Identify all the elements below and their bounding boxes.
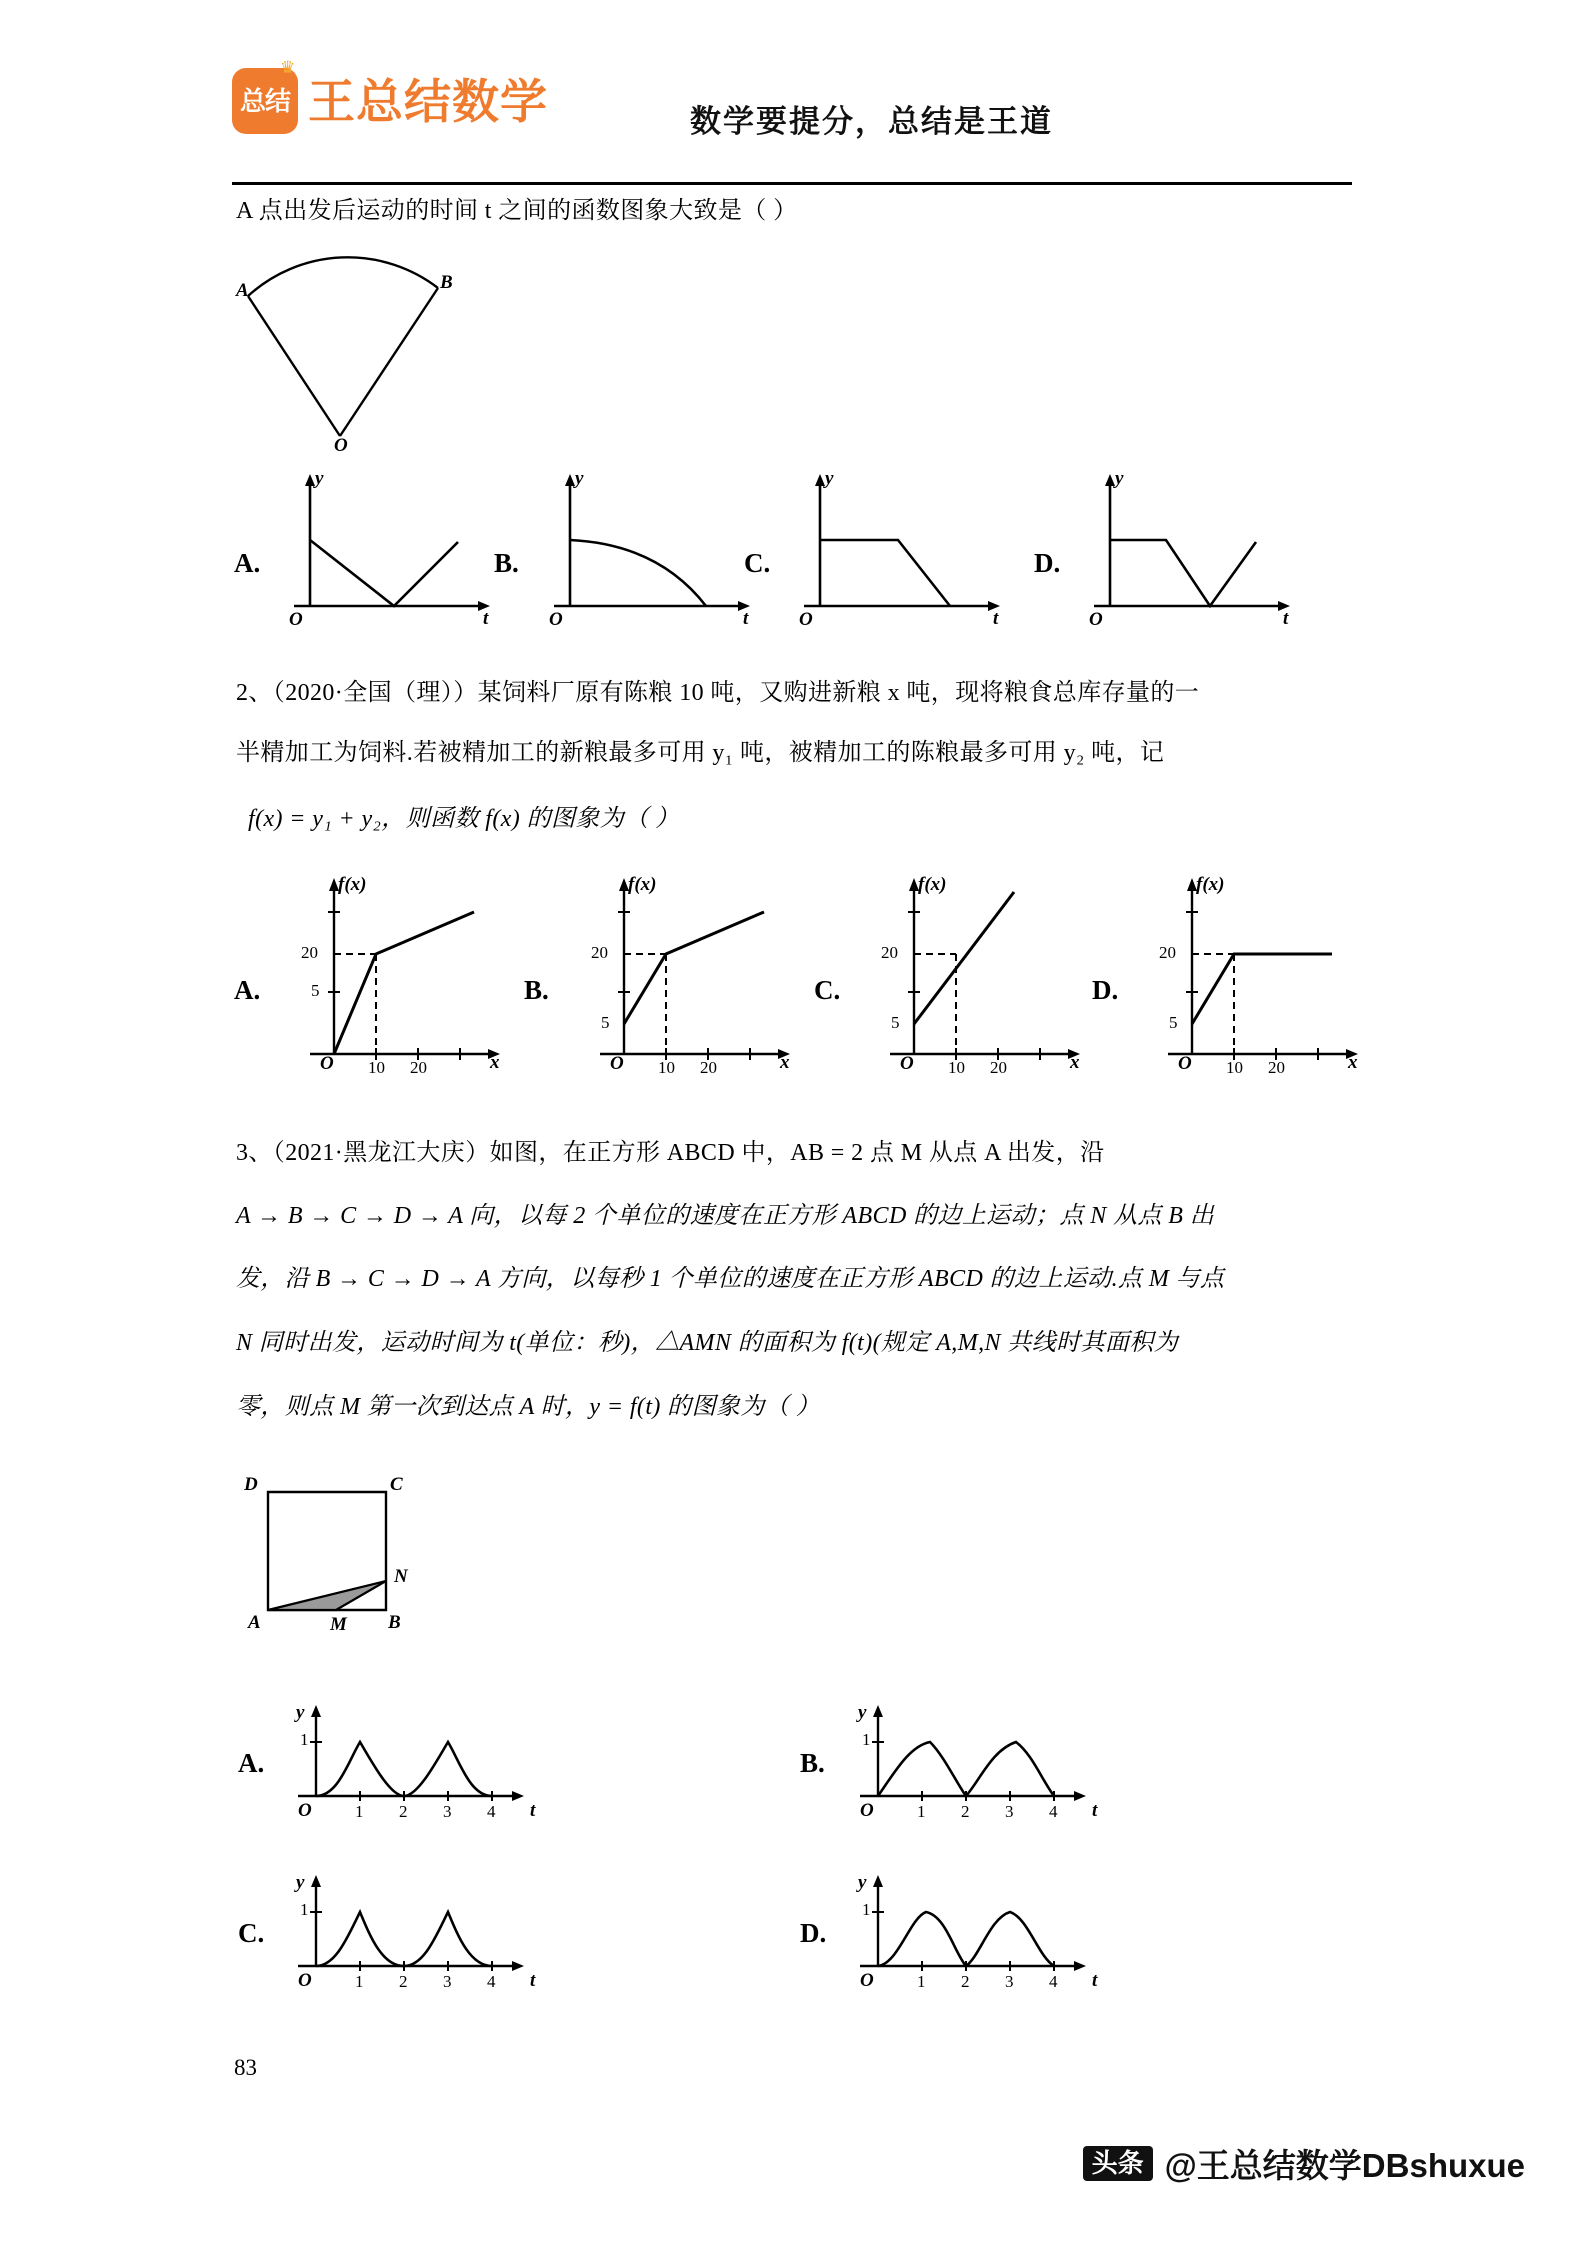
q3-option-a-xtick-4: 4 xyxy=(487,1802,496,1821)
q1-option-c-letter[interactable]: C. xyxy=(744,548,771,578)
q2-option-d-xtick-10: 10 xyxy=(1226,1058,1243,1077)
q3-stem-line-3: 发，沿 B → C → D → A 方向，以每秒 1 个单位的速度在正方形 ABCD 的边上运动.点 M 与点 xyxy=(236,1266,1225,1292)
q2-option-a-xtick-20: 20 xyxy=(410,1058,427,1077)
page-header xyxy=(0,58,1587,178)
q2-stem-line-2: 半精加工为饲料.若被精加工的新粮最多可用 y₁ 吨，被精加工的陈粮最多可用 y₂ 吨，记 xyxy=(236,740,1165,766)
q2-option-b-ytick-20: 20 xyxy=(591,943,608,962)
q3-label-N: N xyxy=(394,1566,408,1587)
q1-option-a-y-label: y xyxy=(315,468,324,489)
q3-option-a-graph[interactable] xyxy=(290,1700,550,1840)
q2-option-a-ytick-5: 5 xyxy=(311,981,320,1000)
q1-option-b-y-label: y xyxy=(575,468,584,489)
q2-option-b-y-label: f(x) xyxy=(628,874,657,895)
q3-option-c-graph[interactable] xyxy=(290,1870,550,2010)
q3-option-a-xtick-3: 3 xyxy=(443,1802,452,1821)
q3-option-b-letter[interactable]: B. xyxy=(800,1748,825,1778)
q1-option-d-x-label: t xyxy=(1283,608,1289,629)
q2-option-b-x-label: x xyxy=(780,1052,790,1073)
q3-option-b-origin: O xyxy=(860,1800,874,1821)
q1-option-d-y-label: y xyxy=(1115,468,1124,489)
q3-option-a-y-label: y xyxy=(296,1702,305,1723)
watermark xyxy=(1083,2140,1525,2187)
q1-option-c-origin: O xyxy=(799,609,813,630)
q3-option-a-letter[interactable]: A. xyxy=(238,1748,265,1778)
crown-icon: ♛ xyxy=(280,58,296,77)
q3-option-d-y-label: y xyxy=(858,1872,867,1893)
q3-label-A: A xyxy=(248,1612,261,1633)
watermark-text: @王总结数学DBshuxue xyxy=(1164,2147,1525,2184)
q3-option-c-y-label: y xyxy=(296,1872,305,1893)
q2-option-d-origin: O xyxy=(1178,1053,1192,1074)
logo-wordmark: 王总结数学 xyxy=(308,74,548,128)
q3-option-d-graph[interactable] xyxy=(852,1870,1112,2010)
q3-option-c-xtick-4: 4 xyxy=(487,1972,496,1991)
q2-option-b-ytick-5: 5 xyxy=(601,1013,610,1032)
q3-option-a-ytick-1: 1 xyxy=(300,1730,309,1749)
q1-stem: A 点出发后运动的时间 t 之间的函数图象大致是（ ） xyxy=(236,198,798,224)
q3-option-a-x-label: t xyxy=(530,1800,536,1821)
q3-option-c-origin: O xyxy=(298,1970,312,1991)
q2-option-d-ytick-5: 5 xyxy=(1169,1013,1178,1032)
q1-option-b-x-label: t xyxy=(743,608,749,629)
q1-option-a-x-label: t xyxy=(483,608,489,629)
q3-option-a-xtick-1: 1 xyxy=(355,1802,364,1821)
q2-option-d-ytick-20: 20 xyxy=(1159,943,1176,962)
q2-option-c-xtick-20: 20 xyxy=(990,1058,1007,1077)
q2-option-c-xtick-10: 10 xyxy=(948,1058,965,1077)
q1-option-d-origin: O xyxy=(1089,609,1103,630)
q3-option-b-graph[interactable] xyxy=(852,1700,1112,1840)
q3-option-d-xtick-4: 4 xyxy=(1049,1972,1058,1991)
q3-option-d-letter[interactable]: D. xyxy=(800,1918,827,1948)
q2-option-b-origin: O xyxy=(610,1053,624,1074)
q3-stem-line-2: A → B → C → D → A 向，以每 2 个单位的速度在正方形 ABCD 的边上运动；点 N 从点 B 出 xyxy=(236,1203,1215,1229)
q2-option-d-x-label: x xyxy=(1348,1052,1358,1073)
q3-stem-line-5: 零，则点 M 第一次到达点 A 时，y = f(t) 的图象为（ ） xyxy=(236,1394,820,1420)
q3-option-d-xtick-1: 1 xyxy=(917,1972,926,1991)
q2-option-d-y-label: f(x) xyxy=(1196,874,1225,895)
q2-option-c-ytick-5: 5 xyxy=(891,1013,900,1032)
q2-stem-line-1: 2、（2020·全国（理））某饲料厂原有陈粮 10 吨，又购进新粮 x 吨，现将粮食总库存量的一 xyxy=(236,680,1200,706)
q3-option-d-xtick-3: 3 xyxy=(1005,1972,1014,1991)
q2-option-b-xtick-10: 10 xyxy=(658,1058,675,1077)
q1-option-b-graph[interactable] xyxy=(548,466,771,626)
q3-stem-line-1: 3、（2021·黑龙江大庆）如图，在正方形 ABCD 中，AB = 2 点 M 从点 A 出发，沿 xyxy=(236,1140,1105,1166)
q1-option-a-letter[interactable]: A. xyxy=(234,548,261,578)
q3-label-D: D xyxy=(244,1474,258,1495)
q3-option-c-ytick-1: 1 xyxy=(300,1900,309,1919)
q3-option-c-xtick-1: 1 xyxy=(355,1972,364,1991)
q2-option-d-letter[interactable]: D. xyxy=(1092,975,1119,1005)
q3-option-b-xtick-1: 1 xyxy=(917,1802,926,1821)
q3-option-b-y-label: y xyxy=(858,1702,867,1723)
q3-option-b-xtick-3: 3 xyxy=(1005,1802,1014,1821)
q3-label-M: M xyxy=(330,1614,347,1635)
q3-option-d-origin: O xyxy=(860,1970,874,1991)
q3-option-c-xtick-2: 2 xyxy=(399,1972,408,1991)
q1-label-A: A xyxy=(236,280,249,301)
q1-option-d-graph[interactable] xyxy=(1088,466,1308,626)
q2-option-a-xtick-10: 10 xyxy=(368,1058,385,1077)
q1-option-a-origin: O xyxy=(289,609,303,630)
q3-option-d-ytick-1: 1 xyxy=(862,1900,871,1919)
q2-option-a-letter[interactable]: A. xyxy=(234,975,261,1005)
q2-option-a-ytick-20: 20 xyxy=(301,943,318,962)
q2-option-a-origin: O xyxy=(320,1053,334,1074)
logo-badge-icon xyxy=(232,58,298,134)
q3-label-C: C xyxy=(390,1474,403,1495)
q3-option-b-xtick-2: 2 xyxy=(961,1802,970,1821)
q1-option-a-graph[interactable] xyxy=(288,466,508,626)
q2-option-b-xtick-20: 20 xyxy=(700,1058,717,1077)
q1-label-O: O xyxy=(334,435,348,456)
q2-option-c-y-label: f(x) xyxy=(918,874,947,895)
q3-option-c-x-label: t xyxy=(530,1970,536,1991)
q1-option-d-letter[interactable]: D. xyxy=(1034,548,1061,578)
q2-stem-line-3: f(x) = y₁ + y₂，则函数 f(x) 的图象为（ ） xyxy=(248,806,680,832)
q1-label-B: B xyxy=(440,272,453,293)
q2-option-c-ytick-20: 20 xyxy=(881,943,898,962)
q2-option-c-letter[interactable]: C. xyxy=(814,975,841,1005)
q1-option-c-x-label: t xyxy=(993,608,999,629)
q1-option-b-letter[interactable]: B. xyxy=(494,548,519,578)
header-tagline: 数学要提分，总结是王道 xyxy=(690,104,1053,139)
q3-option-d-x-label: t xyxy=(1092,1970,1098,1991)
q3-option-c-letter[interactable]: C. xyxy=(238,1918,265,1948)
logo-badge-text: 总结 xyxy=(239,86,290,116)
q2-option-d-xtick-20: 20 xyxy=(1268,1058,1285,1077)
q3-option-d-xtick-2: 2 xyxy=(961,1972,970,1991)
q1-option-c-graph[interactable] xyxy=(798,466,1018,626)
q3-option-b-ytick-1: 1 xyxy=(862,1730,871,1749)
q2-option-a-y-label: f(x) xyxy=(338,874,367,895)
q1-option-c-y-label: y xyxy=(825,468,834,489)
header-divider xyxy=(232,182,1352,185)
q3-option-b-x-label: t xyxy=(1092,1800,1098,1821)
q2-option-a-x-label: x xyxy=(490,1052,500,1073)
q3-label-B: B xyxy=(388,1612,401,1633)
q1-option-b-origin: O xyxy=(549,609,563,630)
q3-option-c-xtick-3: 3 xyxy=(443,1972,452,1991)
q3-option-a-xtick-2: 2 xyxy=(399,1802,408,1821)
q2-option-c-origin: O xyxy=(900,1053,914,1074)
watermark-badge: 头条 xyxy=(1083,2146,1153,2182)
page-number: 83 xyxy=(234,2055,257,2080)
q2-option-c-x-label: x xyxy=(1070,1052,1080,1073)
q2-option-b-letter[interactable]: B. xyxy=(524,975,549,1005)
brand-logo xyxy=(232,58,548,134)
q3-stem-line-4: N 同时出发，运动时间为 t(单位：秒)，△AMN 的面积为 f(t)(规定 A,M,N 共线时其面积为 xyxy=(236,1330,1179,1356)
q3-option-a-origin: O xyxy=(298,1800,312,1821)
q3-option-b-xtick-4: 4 xyxy=(1049,1802,1058,1821)
